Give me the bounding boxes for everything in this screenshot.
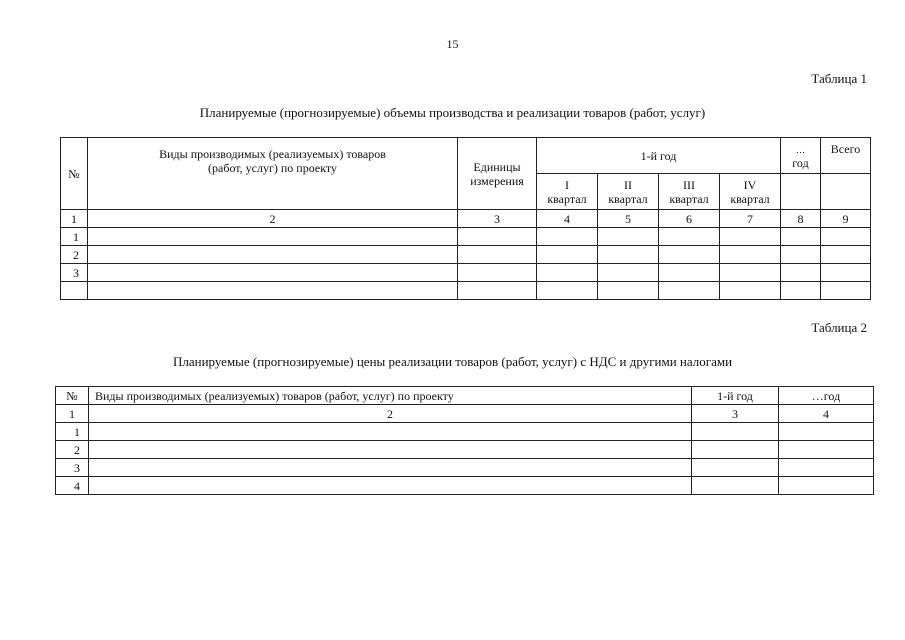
table1-header-no: № [61, 138, 88, 210]
table1-header-q2-word: квартал [608, 191, 648, 206]
table1-column-numbers-row [61, 210, 871, 228]
table1-row [61, 228, 871, 246]
table1-colnum-9: 9 [821, 210, 871, 228]
table1-header-q2-roman: II [624, 177, 632, 192]
table2-header-kinds: Виды производимых (реализуемых) товаров (работ, услуг) по проекту [89, 387, 692, 405]
table2-row-number: 2 [56, 441, 89, 459]
table1-header-q3-word: квартал [669, 191, 709, 206]
table1-row [61, 282, 871, 300]
table2-column-numbers-row [56, 405, 874, 423]
table1-header-year-dots: … [796, 144, 805, 155]
table1-colnum-7: 7 [720, 210, 781, 228]
table2-header-year-n: …год [779, 387, 874, 405]
table1-header-q1 [537, 174, 598, 210]
table2-label: Таблица 2 [811, 320, 867, 335]
table1-row-number: 1 [61, 228, 88, 246]
table1-header-year-n [781, 138, 821, 174]
table1-colnum-6: 6 [659, 210, 720, 228]
table2-row [56, 423, 874, 441]
table2-row-number: 1 [56, 423, 89, 441]
table1-header-q3 [659, 174, 720, 210]
table1-header-q4-roman: IV [743, 177, 757, 192]
production-volume-table [60, 137, 871, 300]
table1-header-kinds [88, 138, 458, 210]
table2-header-year1: 1-й год [692, 387, 779, 405]
table1-header-q1-word: квартал [547, 191, 587, 206]
table1-title: Планируемые (прогнозируемые) объемы производства и реализации товаров (работ, услуг) [199, 105, 706, 120]
table1-row [61, 246, 871, 264]
table1-colnum-3: 3 [458, 210, 537, 228]
table1-header-year-word: год [792, 155, 809, 170]
table1-colnum-4: 4 [537, 210, 598, 228]
table1-header-year1: 1-й год [537, 138, 781, 174]
table1-header-empty-9 [821, 174, 871, 210]
table2-row [56, 477, 874, 495]
table2-colnum-4: 4 [779, 405, 874, 423]
table1-header-empty-8 [781, 174, 821, 210]
table1-row-number: 2 [61, 246, 88, 264]
table1-row-number [61, 282, 88, 300]
table1-header-q1-roman: I [565, 177, 569, 192]
table2-colnum-2: 2 [89, 405, 692, 423]
table1-header-q2 [598, 174, 659, 210]
table2-row-number: 4 [56, 477, 89, 495]
sale-prices-table [55, 386, 874, 495]
table1-header-total: Всего [821, 138, 871, 174]
table1-colnum-1: 1 [61, 210, 88, 228]
table1-header-q4 [720, 174, 781, 210]
table1-header-units-line2: измерения [470, 173, 524, 188]
table1-header-q4-word: квартал [730, 191, 770, 206]
table2-row-number: 3 [56, 459, 89, 477]
table1-header-q3-roman: III [683, 177, 695, 192]
table2-header-row [56, 387, 874, 405]
table1-row [61, 264, 871, 282]
table2-row [56, 441, 874, 459]
table1-colnum-5: 5 [598, 210, 659, 228]
table1-header-units-line1: Единицы [473, 159, 521, 174]
table1-header-row-1 [61, 138, 871, 174]
table2-colnum-3: 3 [692, 405, 779, 423]
page-number: 15 [446, 37, 459, 51]
table1-header-kinds-line1: Виды производимых (реализуемых) товаров [159, 147, 386, 161]
table2-row [56, 459, 874, 477]
table1-header-units [458, 138, 537, 210]
table1-label: Таблица 1 [811, 71, 867, 86]
table1-colnum-2: 2 [88, 210, 458, 228]
table2-colnum-1: 1 [56, 405, 89, 423]
table2-title: Планируемые (прогнозируемые) цены реализации товаров (работ, услуг) с НДС и другими налогами [172, 354, 733, 369]
table1-colnum-8: 8 [781, 210, 821, 228]
table1-header-kinds-line2: (работ, услуг) по проекту [208, 161, 337, 175]
table1-row-number: 3 [61, 264, 88, 282]
table2-header-no: № [56, 387, 89, 405]
